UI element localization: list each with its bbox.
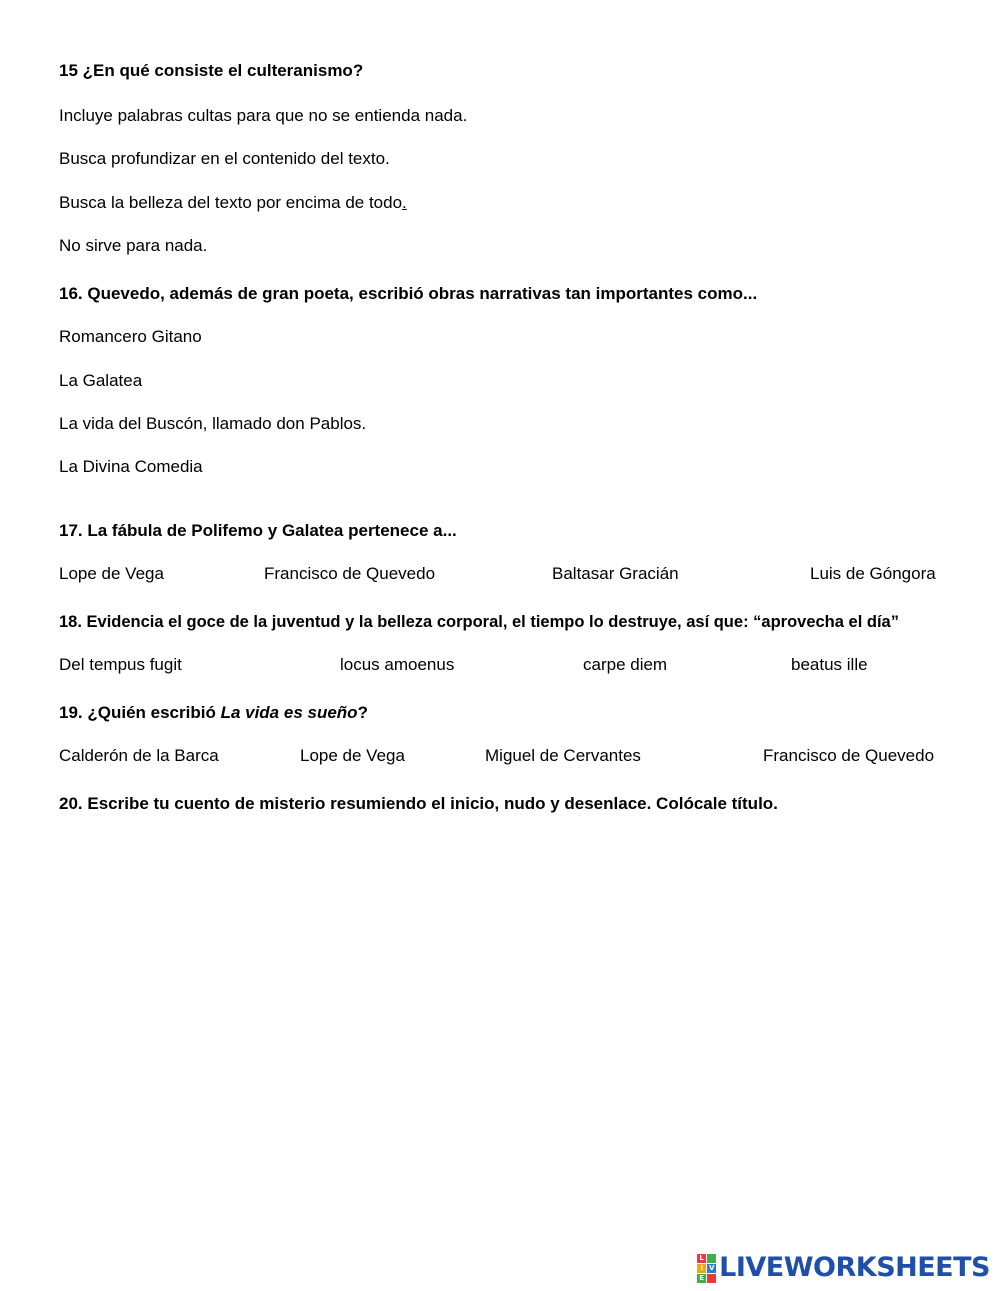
q18-option-3[interactable]: carpe diem (583, 655, 668, 674)
q19-option-3[interactable]: Miguel de Cervantes (485, 746, 641, 765)
q16-option-2[interactable]: La Galatea (59, 371, 143, 390)
q15-option-3[interactable] (59, 192, 407, 214)
question-18: 18. Evidencia el goce de la juventud y la belleza corporal, el tiempo lo destruye, así que: “aprovecha el día” (59, 613, 899, 631)
logo-letter-i: I (697, 1264, 706, 1273)
q18-option-1[interactable]: Del tempus fugit (59, 655, 182, 674)
logo-letter-e: E (697, 1274, 706, 1283)
q19-option-2[interactable]: Lope de Vega (300, 746, 405, 765)
liveworksheets-brand (697, 1253, 990, 1283)
liveworksheets-logo-icon (697, 1254, 716, 1283)
q19-option-1[interactable]: Calderón de la Barca (59, 746, 219, 765)
logo-block (707, 1274, 716, 1283)
logo-letter-l: L (697, 1254, 706, 1263)
q15-option-3-text: Busca la belleza del texto por encima de todo (59, 193, 403, 212)
q17-option-3[interactable]: Baltasar Gracián (552, 564, 679, 583)
q17-option-4[interactable]: Luis de Góngora (810, 564, 936, 583)
logo-letter-v: V (708, 1263, 715, 1272)
question-20: 20. Escribe tu cuento de misterio resumiendo el inicio, nudo y desenlace. Colócale título. (59, 794, 778, 813)
question-17: 17. La fábula de Polifemo y Galatea pertenece a... (59, 521, 457, 540)
q19-prefix: 19. ¿Quién escribió (59, 703, 221, 722)
q19-option-4[interactable]: Francisco de Quevedo (763, 746, 935, 765)
q19-title: La vida es sueño (220, 703, 358, 722)
question-19 (59, 702, 368, 724)
q16-option-3[interactable]: La vida del Buscón, llamado don Pablos. (59, 414, 367, 433)
q19-suffix: ? (357, 703, 368, 722)
q18-option-4[interactable]: beatus ille (791, 655, 868, 674)
question-15: 15 ¿En qué consiste el culteranismo? (59, 61, 364, 80)
question-16: 16. Quevedo, además de gran poeta, escribió obras narrativas tan importantes como... (59, 284, 758, 303)
q16-option-4[interactable]: La Divina Comedia (59, 457, 203, 476)
q17-option-2[interactable]: Francisco de Quevedo (264, 564, 436, 583)
q18-option-2[interactable]: locus amoenus (340, 655, 455, 674)
liveworksheets-wordmark: LIVEWORKSHEETS (719, 1252, 990, 1283)
q15-option-3-tail: . (402, 193, 407, 212)
q15-option-2[interactable]: Busca profundizar en el contenido del texto. (59, 149, 390, 168)
logo-block (707, 1254, 716, 1263)
q16-option-1[interactable]: Romancero Gitano (59, 327, 202, 346)
q17-option-1[interactable]: Lope de Vega (59, 564, 164, 583)
q15-option-4[interactable]: No sirve para nada. (59, 236, 208, 255)
q15-option-1[interactable]: Incluye palabras cultas para que no se entienda nada. (59, 106, 468, 125)
